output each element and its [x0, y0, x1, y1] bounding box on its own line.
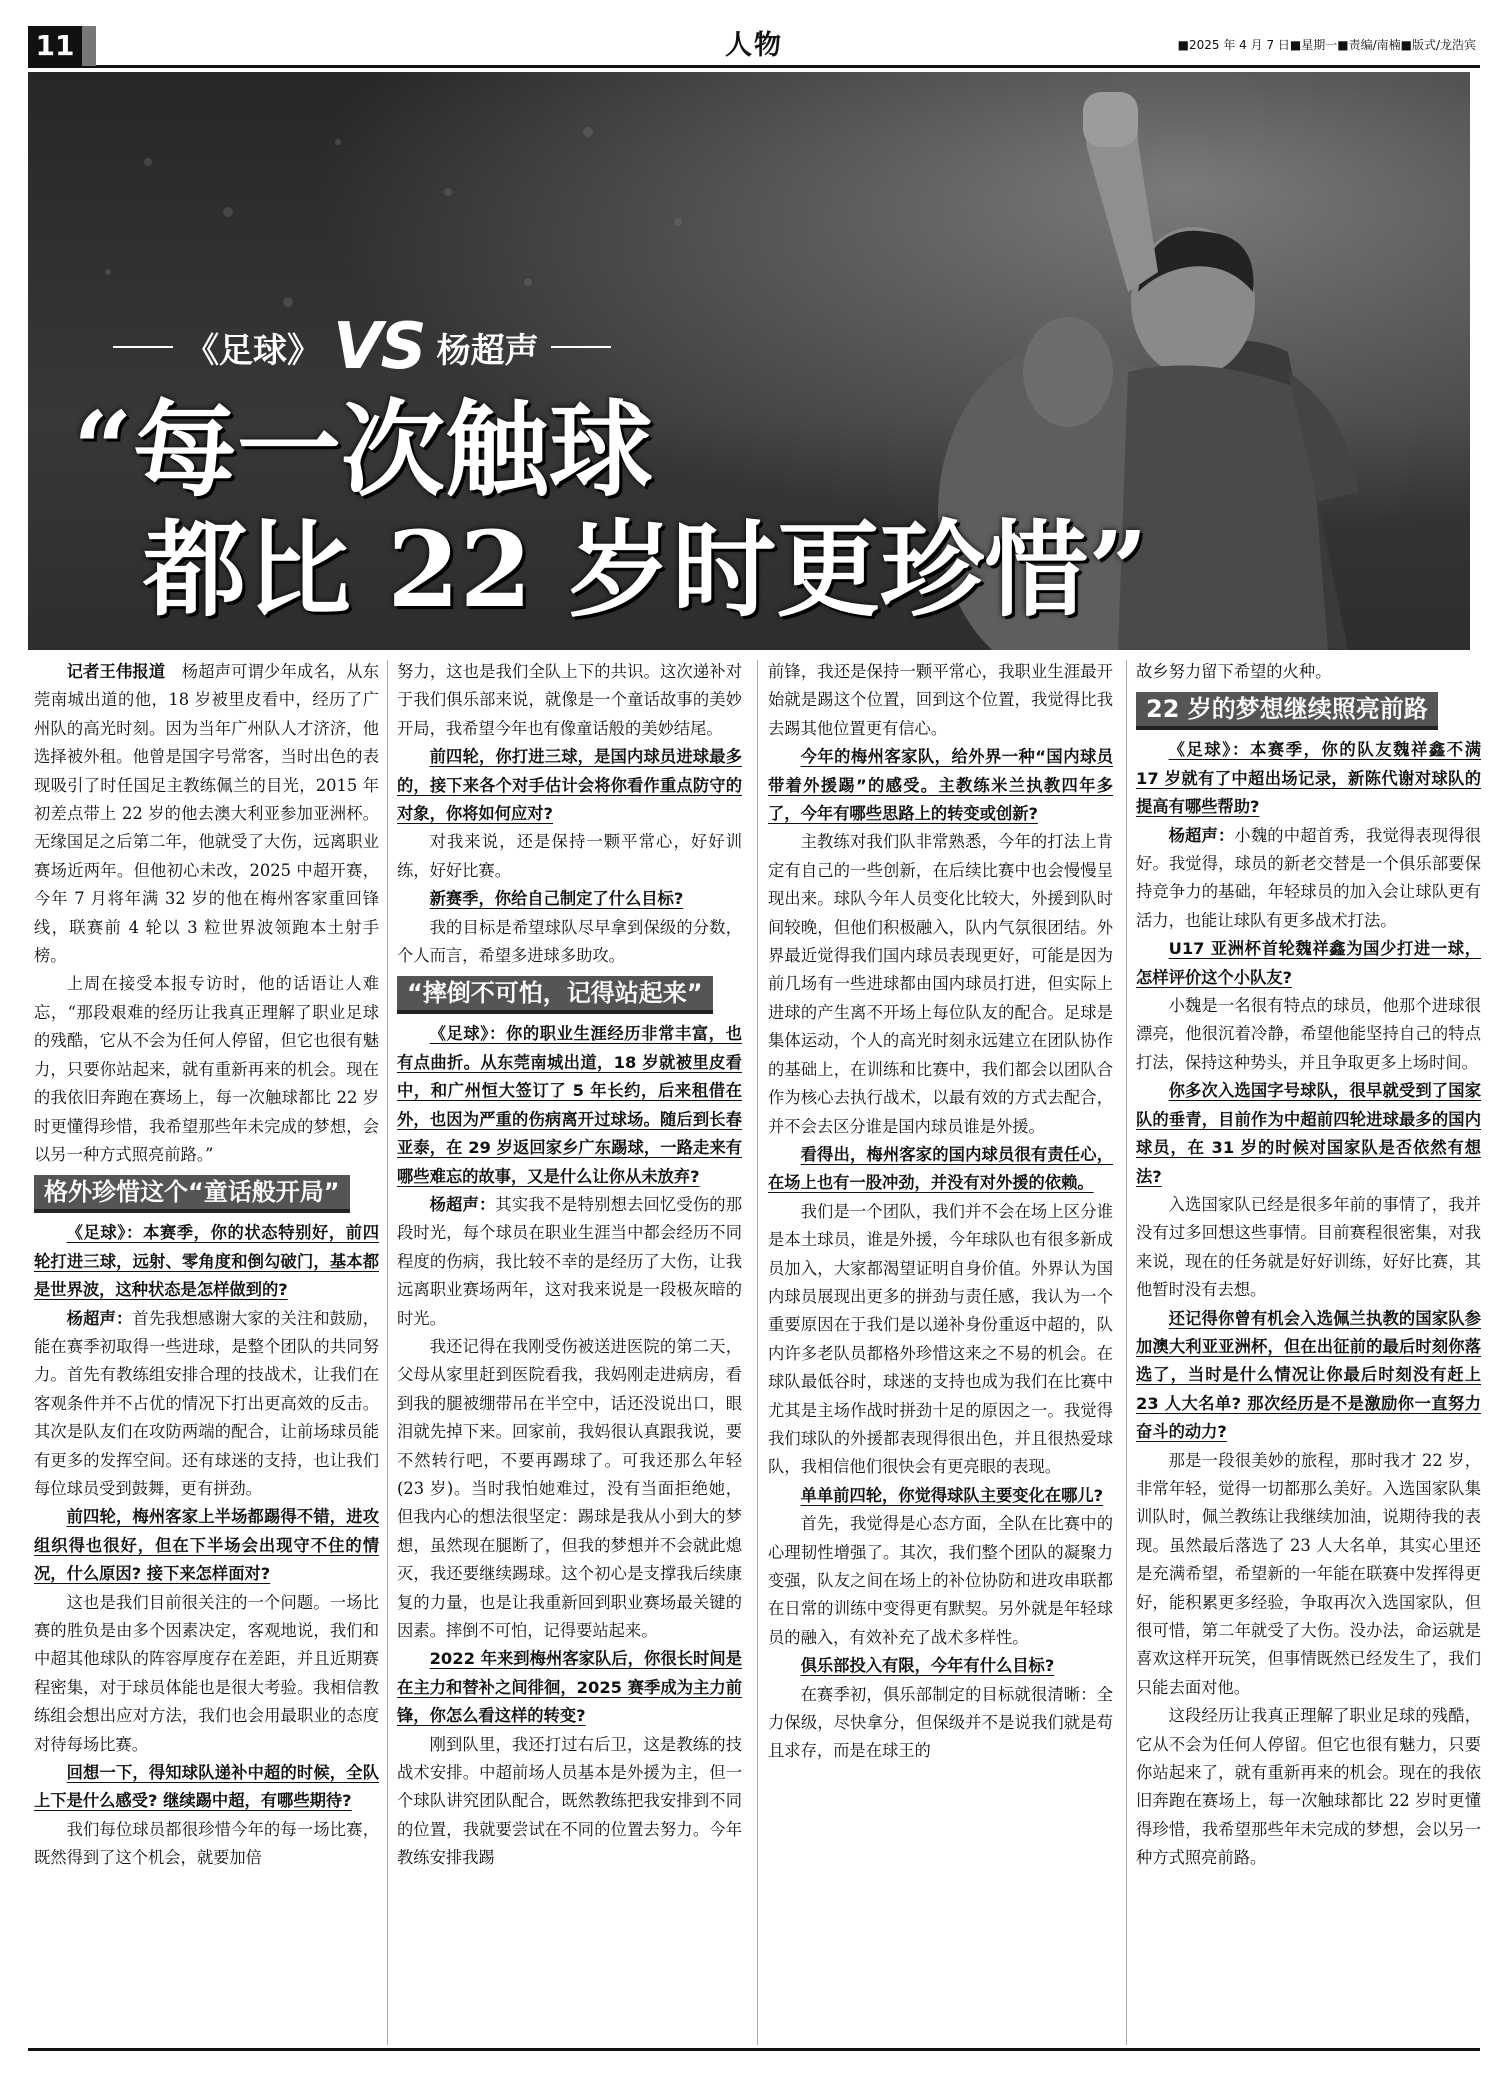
subheading: 格外珍惜这个“童话般开局”: [34, 1175, 350, 1213]
answer: 我们每位球员都很珍惜今年的每一场比赛，既然得到了这个机会，就要加倍: [34, 1819, 379, 1868]
question-text: 前四轮，梅州客家上半场都踢得不错，进攻组织得也很好，但在下半场会出现守不住的情况，什么原因? 接下来怎样面对?: [34, 1507, 379, 1584]
answer: 努力，这也是我们全队上下的共识。这次递补对于我们俱乐部来说，就像是一个童话故事的美妙开局，我希望今年也有像童话般的美妙结尾。: [397, 662, 742, 738]
answer: [34, 1305, 379, 1504]
answer-text: 小魏的中超首秀，我觉得表现得很好。我觉得，球员的新老交替是一个俱乐部要保持竞争力的基础，年轻球员的加入会让球队更有活力，也能让球队有更多战术打法。: [1136, 825, 1481, 930]
kicker-line-right: [551, 346, 611, 348]
answer-tag: 杨超声：: [1168, 825, 1235, 845]
question-text: 今年的梅州客家队，给外界一种“国内球员带着外援踢”的感受。主教练米兰执教四年多了，今年有哪些思路上的转变或创新?: [768, 747, 1113, 824]
answer: 主教练对我们队非常熟悉，今年的打法上肯定有自己的一些创新，在后续比赛中也会慢慢呈现出来。球队今年人员变化比较大，外援到队时间较晚，但他们积极融入，队内气氛很团结。外界最近觉得我们国内球员表现更好，可能是因为前几场有一些进球都由国内球员打进，但实际上进球的产生离不开场上每位队友的配合。足球是集体运动，个人的高光时刻永远建立在团队协作的基础上，在训练和比赛中，我们都会以团队合作为核心去执行战术，以最有效的方式去配合，并不会去区分谁是国内球员谁是外援。: [768, 832, 1113, 1136]
kicker-vs: VS: [333, 310, 425, 384]
answer: 那是一段很美妙的旅程，那时我才 22 岁，非常年轻，觉得一切都那么美好。入选国家队集训队时，佩兰教练让我继续加油，说期待我的表现。虽然最后落选了 23 人大名单，其实心里还是充满希望，希望新的一年能在联赛中发挥得更好，能积累更多经验，争取再次入选国家队，但很可惜，第二年就受了大伤。没办法，命运就是喜欢这样开玩笑，但事情既然已经发生了，我们只能去面对他。: [1136, 1450, 1481, 1697]
question-tag: 《足球》：: [1168, 740, 1250, 760]
answer: 对我来说，还是保持一颗平常心，好好训练，好好比赛。: [397, 832, 742, 880]
article-column-2: [397, 658, 742, 1873]
question: [768, 1141, 1113, 1198]
question-text: 俱乐部投入有限，今年有什么目标?: [800, 1656, 1055, 1676]
headline-line-2: 都比 22 岁时更珍惜”: [143, 508, 1148, 631]
bottom-rule: [28, 2048, 1480, 2051]
section-title: 人物: [725, 30, 783, 61]
question: [34, 1503, 379, 1588]
subheading: “摔倒不可怕，记得站起来”: [397, 976, 713, 1014]
question: [768, 1482, 1113, 1510]
hero-photo: [28, 72, 1470, 650]
answer-text: 其实我不是特别想去回忆受伤的那段时光，每个球员在职业生涯当中都会经历不同程度的伤病，我比较不幸的是经历了大伤，让我远离职业赛场两年，这对我来说是一段极灰暗的时光。: [397, 1194, 742, 1328]
byline: 记者王伟报道: [66, 662, 166, 681]
question-text: 本赛季，你的状态特别好，前四轮打进三球，远射、零角度和倒勾破门，基本都是世界波，这种状态是怎样做到的?: [34, 1223, 379, 1300]
kicker: [113, 310, 611, 384]
paragraph: [34, 658, 379, 970]
answer: 这也是我们目前很关注的一个问题。一场比赛的胜负是由多个因素决定，客观地说，我们和中超其他球队的阵容厚度存在差距，并且近期赛程密集，对于球员体能也是很大考验。我相信教练组会想出应对方法，我们也会用最职业的态度对待每场比赛。: [34, 1592, 379, 1754]
question-tag: 《足球》：: [66, 1223, 143, 1243]
issue-meta: ■2025 年 4 月 7 日■星期一■责编/南楠■版式/龙浩宾: [1177, 38, 1476, 52]
column-divider: [387, 660, 388, 2045]
answer: 在赛季初，俱乐部制定的目标就很清晰：全力保级，尽快拿分，但保级并不是说我们就是苟且求存，而是在球王的: [768, 1684, 1113, 1761]
question: [1136, 1077, 1481, 1191]
page-number: 11: [28, 26, 82, 66]
kicker-player: 杨超声: [436, 330, 539, 371]
subheading: 22 岁的梦想继续照亮前路: [1136, 692, 1438, 730]
answer: 故乡努力留下希望的火种。: [1136, 662, 1332, 681]
answer: [1136, 822, 1481, 936]
answer: 入选国家队已经是很多年前的事情了，我并没有过多回想这些事情。目前赛程很密集，对我来说，现在的任务就是好好训练，好好比赛，其他暂时没有去想。: [1136, 1194, 1481, 1300]
question: [34, 1219, 379, 1304]
answer: 我们是一个团队，我们并不会在场上区分谁是本土球员，谁是外援，今年球队也有很多新成员加入，大家都渴望证明自身价值。外界认为国内球员展现出更多的拼劲与责任感，我认为一个重要原因在于我们是以递补身份重返中超的，队内许多老队员都格外珍惜这来之不易的机会。在球队最低谷时，球迷的支持也成为我们在比赛中尤其是主场作战时拼劲十足的原因之一。我觉得我们球队的外援都表现得很出色，并且很热爱球队，我相信他们很快会有更亮眼的表现。: [768, 1201, 1113, 1477]
question-text: U17 亚洲杯首轮魏祥鑫为国少打进一球，怎样评价这个小队友?: [1136, 939, 1481, 987]
kicker-line-left: [113, 346, 173, 348]
column-divider: [757, 660, 758, 2045]
paragraph-text: 杨超声可谓少年成名，从东莞南城出道的他，18 岁被里皮看中，经历了广州队的高光时刻。因为当年广州队人才济济，他选择被外租。他曾是国字号常客，当时出色的表现吸引了时任国足主教练佩兰的目光，2015 年初差点带上 22 岁的他去澳大利亚参加亚洲杯。无缘国足之后第二年，他就受了大伤，远离职业赛场近两年。但他初心未改，2025 中超开赛，今年 7 月将年满 32 岁的他在梅州客家重回锋线，联赛前 4 轮以 3 粒世界波领跑本土射手榜。: [34, 662, 379, 966]
question-text: 单单前四轮，你觉得球队主要变化在哪儿?: [800, 1485, 1104, 1505]
answer-tag: 杨超声：: [66, 1308, 133, 1328]
column-divider: [1126, 660, 1127, 2045]
answer-tag: 杨超声：: [429, 1194, 496, 1214]
answer: 刚到队里，我还打过右后卫，这是教练的技战术安排。中超前场人员基本是外援为主，但一个球队讲究团队配合，既然教练把我安排到不同的位置，我就要尝试在不同的位置去努力。今年教练安排我踢: [397, 1734, 742, 1868]
headline: [73, 390, 1148, 630]
answer: [397, 1191, 742, 1333]
article-column-3: [768, 658, 1113, 1766]
answer: 我的目标是希望球队尽早拿到保级的分数，个人而言，希望多进球多助攻。: [397, 917, 742, 966]
question-text: 你多次入选国字号球队，很早就受到了国家队的垂青，目前作为中超前四轮进球最多的国内球员，在 31 岁的时候对国家队是否依然有想法?: [1136, 1081, 1481, 1186]
paragraph: 上周在接受本报专访时，他的话语让人难忘，“那段艰难的经历让我真正理解了职业足球的残酷，它从不会为任何人停留，但它也很有魅力，只要你站起来，就有重新再来的机会。现在的我依旧奔跑在赛场上，每一次触球都比 22 岁时更懂得珍惜，我希望那些年未完成的梦想，会以另一种方式照亮前路。”: [34, 974, 379, 1164]
question: [397, 1020, 742, 1190]
question-text: 2022 年来到梅州客家队后，你很长时间是在主力和替补之间徘徊，2025 赛季成为主力前锋，你怎么看这样的转变?: [397, 1649, 742, 1726]
page-header: [28, 26, 1480, 68]
question-text: 还记得你曾有机会入选佩兰执教的国家队参加澳大利亚亚洲杯，但在出征前的最后时刻你落选了，当时是什么情况让你最后时刻没有赶上 23 人大名单? 那次经历是不是激励你一直努力奋斗的动力?: [1136, 1308, 1481, 1442]
question-text: 回想一下，得知球队递补中超的时候，全队上下是什么感受? 继续踢中超，有哪些期待?: [34, 1763, 379, 1811]
headline-line-1: “每一次触球: [73, 388, 653, 511]
question: [397, 1645, 742, 1730]
question-text: 你的职业生涯经历非常丰富，也有点曲折。从东莞南城出道，18 岁就被里皮看中，和广州恒大签订了 5 年长约，后来租借在外，也因为严重的伤病离开过球场。随后到长春亚泰，在 29 岁返回家乡广东踢球，一路走来有哪些难忘的故事，又是什么让你从未放弃?: [397, 1024, 742, 1186]
article-column-1: [34, 658, 379, 1873]
question: [768, 743, 1113, 828]
answer-text: 首先我想感谢大家的关注和鼓励，能在赛季初取得一些进球，是整个团队的共同努力。首先有教练组安排合理的技战术，让我们在客观条件并不占优的情况下打出更高效的反击。其次是队友们在攻防两端的配合，让前场球员能有更多的发挥空间。还有球迷的支持，也让我们每位球员受到鼓舞，更有拼劲。: [34, 1308, 379, 1498]
question-text: 本赛季，你的队友魏祥鑫不满 17 岁就有了中超出场记录，新陈代谢对球队的提高有哪些帮助?: [1136, 740, 1481, 817]
question: [34, 1759, 379, 1816]
question-text: 看得出，梅州客家的国内球员很有责任心，在场上也有一股冲劲，并没有对外援的依赖。: [768, 1144, 1113, 1193]
answer: 我还记得在我刚受伤被送进医院的第二天，父母从家里赶到医院看我，我妈刚走进病房，看到我的腿被绷带吊在半空中，话还没说出口，眼泪就先掉下来。回家前，我妈很认真跟我说，要不然转行吧，不要再踢球了。可我还那么年轻(23 岁)。当时我怕她难过，没有当面拒绝她，但我内心的想法很坚定：踢球是我从小到大的梦想，虽然现在腿断了，但我的梦想并不会就此熄灭，我还要继续踢球。这个初心是支撑我后续康复的力量，也是让我重新回到职业赛场最关键的因素。摔倒不可怕，记得要站起来。: [397, 1336, 742, 1640]
question: [397, 885, 742, 913]
question: [1136, 1305, 1481, 1447]
question-text: 新赛季，你给自己制定了什么目标?: [429, 889, 684, 909]
answer: 前锋，我还是保持一颗平常心，我职业生涯最开始就是踢这个位置，回到这个位置，我觉得比我去踢其他位置更有信心。: [768, 662, 1113, 738]
question: [397, 743, 742, 828]
kicker-publication: 《足球》: [185, 330, 321, 371]
answer: 首先，我觉得是心态方面，全队在比赛中的心理韧性增强了。其次，我们整个团队的凝聚力变强，队友之间在场上的补位协防和进攻串联都在日常的训练中变得更有默契。另外就是年轻球员的融入，有效补充了战术多样性。: [768, 1514, 1113, 1647]
answer: 这段经历让我真正理解了职业足球的残酷，它从不会为任何人停留。但它也很有魅力，只要你站起来了，就有重新再来的机会。现在的我依旧奔跑在赛场上，每一次触球都比 22 岁时更懂得珍惜，我希望那些年未完成的梦想，会以另一种方式照亮前路。: [1136, 1706, 1481, 1868]
question: [1136, 736, 1481, 821]
article-column-4: [1136, 658, 1481, 1873]
question-text: 前四轮，你打进三球，是国内球员进球最多的，接下来各个对手估计会将你看作重点防守的对象，你将如何应对?: [397, 747, 742, 824]
question-tag: 《足球》：: [429, 1024, 506, 1044]
question: [768, 1652, 1113, 1680]
answer: 小魏是一名很有特点的球员，他那个进球很漂亮，他很沉着冷静，希望他能坚持自己的特点打法，保持这种势头，并且争取更多上场时间。: [1136, 996, 1481, 1072]
question: [1136, 935, 1481, 992]
